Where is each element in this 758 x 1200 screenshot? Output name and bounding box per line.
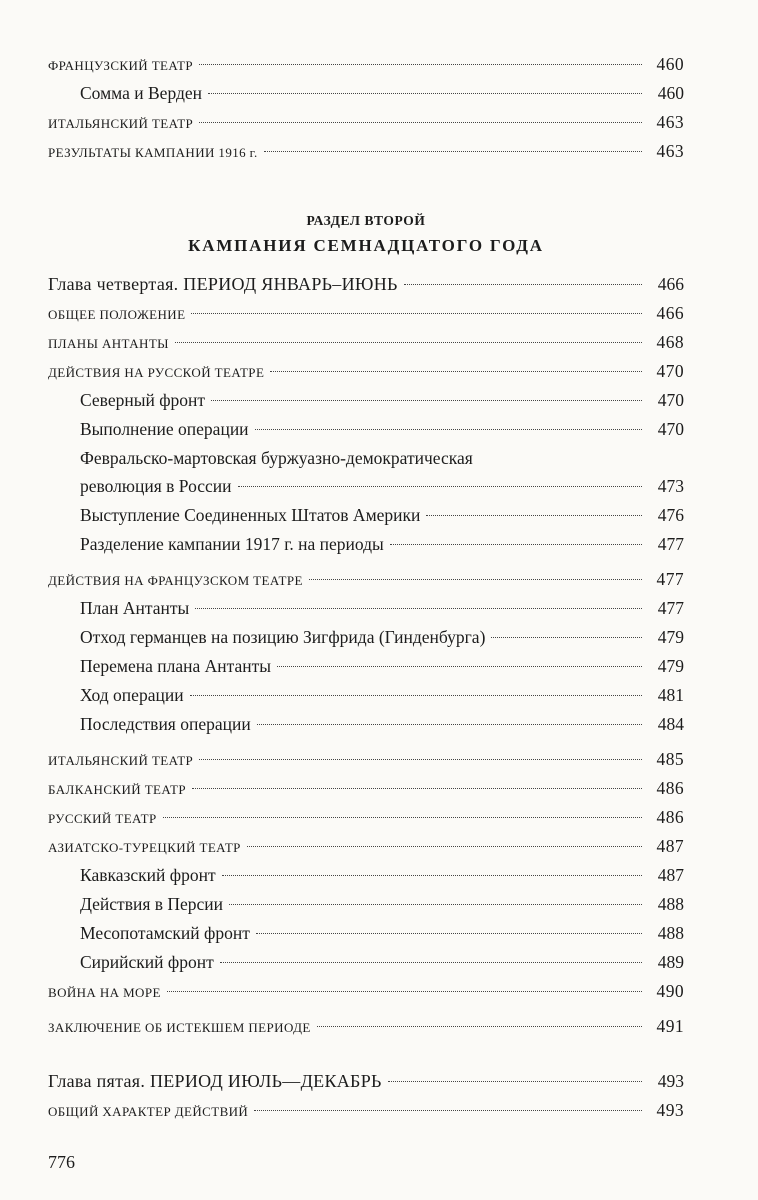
entry-page: 488 [657,894,684,914]
entry-title: ОБЩЕЕ ПОЛОЖЕНИЕ [48,307,186,322]
entry-title: Сомма и Верден [80,83,202,103]
toc-entry [48,357,684,386]
dot-leader [175,342,642,343]
dot-leader [229,904,642,905]
entry-page: 481 [657,685,684,705]
toc-entry [48,774,684,803]
entry-page: 477 [657,534,684,554]
entry-title: Сирийский фронт [80,952,214,972]
chapter-entry [48,270,684,299]
entry-title: Разделение кампании 1917 г. на периоды [80,534,384,554]
toc-entry [48,832,684,861]
entry-page: 476 [657,505,684,525]
toc-entry [48,1012,684,1041]
entry-title: БАЛКАНСКИЙ ТЕАТР [48,782,187,797]
dot-leader [195,608,642,609]
entry-title: Выступление Соединенных Штатов Америки [80,505,421,525]
entry-page: 468 [656,332,684,352]
part-title: КАМПАНИЯ СЕМНАДЦАТОГО ГОДА [188,236,544,255]
toc-entry [48,565,684,594]
entry-title: Северный фронт [80,390,206,410]
dot-leader [199,759,642,760]
toc-entry [48,108,684,137]
dot-leader [167,991,642,992]
entry-title: ЗАКЛЮЧЕНИЕ ОБ ИСТЕКШЕМ ПЕРИОДЕ [48,1020,311,1035]
dot-leader [199,122,642,123]
toc-entry [48,803,684,832]
dot-leader [163,817,642,818]
entry-page: 473 [657,476,684,496]
toc-entry [48,530,684,559]
dot-leader [254,1110,642,1111]
entry-title: ДЕЙСТВИЯ НА РУССКОЙ ТЕАТРЕ [48,365,265,380]
table-of-contents [48,50,684,1125]
dot-leader [192,788,642,789]
toc-entry [48,623,684,652]
dot-leader [264,151,642,152]
entry-title: АЗИАТСКО-ТУРЕЦКИЙ ТЕАТР [48,840,241,855]
entry-title: ИТАЛЬЯНСКИЙ ТЕАТР [48,753,194,768]
entry-page: 491 [656,1016,684,1036]
dot-leader [388,1081,642,1082]
toc-entry [48,977,684,1006]
entry-title-line2: революция в России [80,476,232,496]
dot-leader [491,637,642,638]
dot-leader [270,371,642,372]
entry-page: 463 [656,141,684,161]
toc-entry [48,710,684,739]
dot-leader [199,64,642,65]
page-number: 776 [48,1152,75,1172]
dot-leader [257,724,642,725]
entry-page: 466 [657,274,684,294]
entry-title: ФРАНЦУЗСКИЙ ТЕАТР [48,58,194,73]
entry-title: Кавказский фронт [80,865,216,885]
toc-entry [48,415,684,444]
toc-entry [48,386,684,415]
dot-leader [255,429,642,430]
entry-page: 493 [656,1100,684,1120]
dot-leader [190,695,642,696]
entry-title: ИТАЛЬЯНСКИЙ ТЕАТР [48,116,194,131]
dot-leader [220,962,642,963]
entry-page: 488 [657,923,684,943]
dot-leader [404,284,642,285]
toc-entry [48,861,684,890]
entry-page: 479 [657,627,684,647]
toc-entry [48,745,684,774]
entry-title: РУССКИЙ ТЕАТР [48,811,157,826]
entry-page: 489 [657,952,684,972]
toc-entry [48,79,684,108]
entry-title: План Антанты [80,598,190,618]
entry-page: 466 [656,303,684,323]
entry-title: ВОЙНА НА МОРЕ [48,985,161,1000]
entry-title: РЕЗУЛЬТАТЫ КАМПАНИИ 1916 г. [48,145,258,160]
entry-page: 460 [656,54,684,74]
entry-page: 487 [656,836,684,856]
entry-title-line2-row [80,472,684,501]
chapter-title: Глава пятая. ПЕРИОД ИЮЛЬ—ДЕКАБРЬ [48,1071,382,1091]
entry-title: ДЕЙСТВИЯ НА ФРАНЦУЗСКОМ ТЕАТРЕ [48,573,303,588]
dot-leader [238,486,642,487]
toc-entry [48,890,684,919]
entry-page: 460 [657,83,684,103]
entry-page: 477 [656,569,684,589]
dot-leader [256,933,642,934]
toc-entry [48,1096,684,1125]
toc-entry-multiline [48,444,684,501]
entry-page: 486 [656,807,684,827]
dot-leader [247,846,642,847]
entry-page: 470 [656,361,684,381]
part-label: РАЗДЕЛ ВТОРОЙ [306,213,426,228]
dot-leader [211,400,642,401]
toc-entry [48,948,684,977]
entry-title: Последствия операции [80,714,251,734]
entry-page: 477 [657,598,684,618]
dot-leader [309,579,642,580]
toc-entry [48,501,684,530]
entry-page: 470 [657,390,684,410]
entry-page: 490 [656,981,684,1001]
toc-entry [48,328,684,357]
entry-page: 493 [657,1071,684,1091]
entry-page: 487 [657,865,684,885]
dot-leader [390,544,642,545]
entry-page: 485 [656,749,684,769]
dot-leader [317,1026,642,1027]
entry-page: 463 [656,112,684,132]
dot-leader [277,666,642,667]
toc-entry [48,299,684,328]
entry-title: Отход германцев на позицию Зигфрида (Гинденбурга) [80,627,486,647]
entry-page: 484 [657,714,684,734]
dot-leader [208,93,642,94]
toc-entry [48,652,684,681]
entry-title: ОБЩИЙ ХАРАКТЕР ДЕЙСТВИЙ [48,1104,249,1119]
toc-entry [48,919,684,948]
toc-entry [48,50,684,79]
chapter-title: Глава четвертая. ПЕРИОД ЯНВАРЬ–ИЮНЬ [48,274,398,294]
entry-title: Месопотамский фронт [80,923,250,943]
toc-entry [48,594,684,623]
toc-entry [48,137,684,166]
dot-leader [191,313,642,314]
dot-leader [222,875,642,876]
entry-title: ПЛАНЫ АНТАНТЫ [48,336,169,351]
entry-page: 479 [657,656,684,676]
entry-page: 486 [656,778,684,798]
toc-entry [48,681,684,710]
entry-title-line1: Февральско-мартовская буржуазно-демократическая [80,448,473,468]
entry-page: 470 [657,419,684,439]
chapter-entry [48,1067,684,1096]
entry-title: Действия в Персии [80,894,224,914]
entry-title: Выполнение операции [80,419,249,439]
entry-title: Перемена плана Антанты [80,656,272,676]
entry-title: Ход операции [80,685,184,705]
dot-leader [426,515,642,516]
